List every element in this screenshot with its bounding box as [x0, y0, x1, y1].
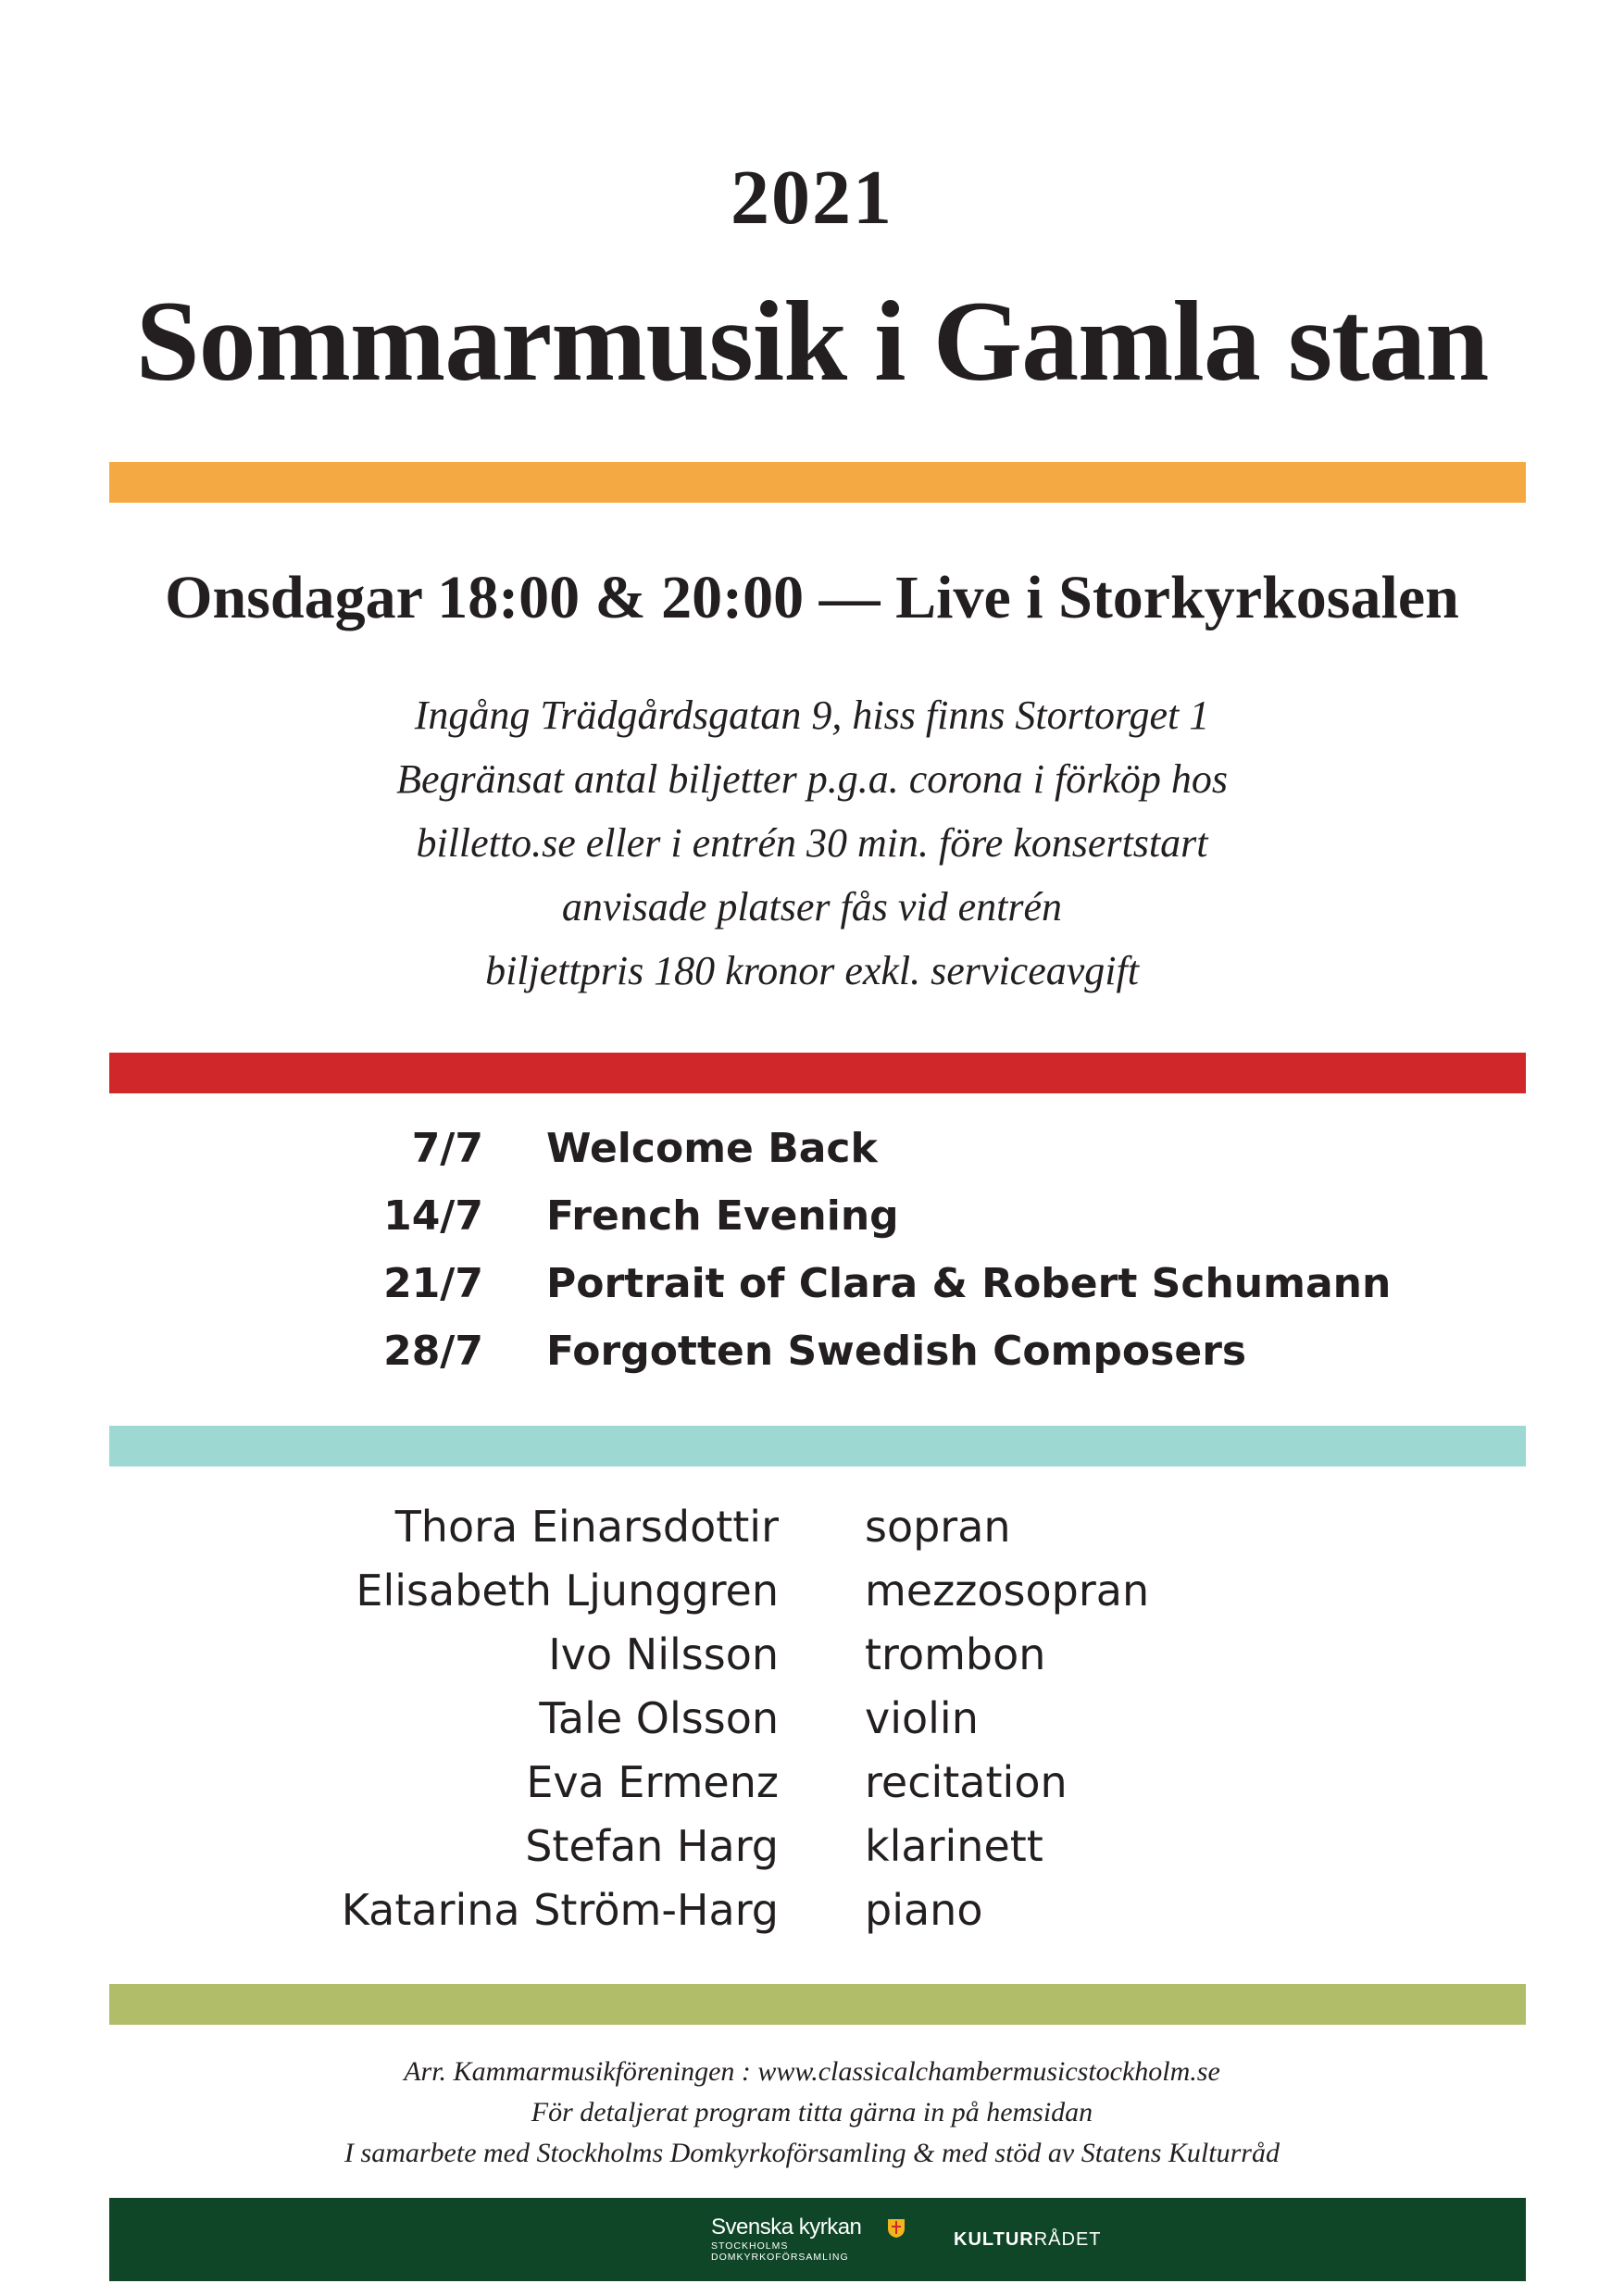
concert-date: 28/7 — [383, 1328, 483, 1375]
info-line: biljettpris 180 kronor exkl. serviceavgift — [485, 948, 1139, 993]
concert-title: French Evening — [546, 1192, 899, 1240]
svenska-kyrkan-name: Svenska kyrkan — [711, 2215, 862, 2240]
info-line: billetto.se eller i entrén 30 min. före konsertstart — [416, 820, 1208, 866]
performer-name: Katarina Ström-Harg — [341, 1885, 779, 1935]
concert-date: 21/7 — [383, 1260, 483, 1307]
sponsor-logo-band — [109, 2198, 1526, 2281]
performer-name: Stefan Harg — [525, 1821, 779, 1871]
church-crest-icon — [887, 2218, 906, 2239]
performer-name: Tale Olsson — [539, 1693, 779, 1743]
performer-name: Thora Einarsdottir — [394, 1502, 779, 1552]
svenska-kyrkan-logo — [711, 2215, 861, 2263]
concert-title: Forgotten Swedish Composers — [546, 1328, 1247, 1375]
kulturradet-bold: KULTUR — [954, 2229, 1034, 2250]
performer-instrument: piano — [865, 1885, 983, 1935]
info-line: anvisade platser fås vid entrén — [561, 884, 1063, 930]
performer-instrument: violin — [865, 1693, 979, 1743]
schedule-subtitle: Onsdagar 18:00 & 20:00 — Live i Storkyrkosalen — [165, 564, 1459, 631]
concert-date: 7/7 — [411, 1125, 483, 1172]
performer-instrument: recitation — [865, 1757, 1068, 1807]
concert-row — [0, 1192, 1624, 1260]
page-title: Sommarmusik i Gamla stan — [135, 278, 1489, 405]
concert-title: Welcome Back — [546, 1125, 878, 1172]
ticket-info — [0, 683, 1624, 1003]
red-divider — [109, 1053, 1526, 1093]
performer-row — [0, 1757, 1624, 1822]
performer-instrument: sopran — [865, 1502, 1011, 1552]
olive-divider — [109, 1984, 1526, 2025]
performer-name: Eva Ermenz — [526, 1757, 779, 1807]
orange-divider — [109, 462, 1526, 503]
concert-row — [0, 1125, 1624, 1192]
performer-instrument: klarinett — [865, 1821, 1043, 1871]
performer-row — [0, 1821, 1624, 1886]
footer-line: Arr. Kammarmusikföreningen : www.classicalchambermusicstockholm.se — [404, 2056, 1220, 2087]
concert-date: 14/7 — [383, 1192, 483, 1240]
kulturradet-rest: RÅDET — [1033, 2229, 1102, 2250]
concert-row — [0, 1328, 1624, 1395]
kulturradet-logo — [954, 2229, 1102, 2251]
performer-name: Elisabeth Ljunggren — [356, 1566, 779, 1616]
info-line: Begränsat antal biljetter p.g.a. corona i förköp hos — [396, 756, 1228, 802]
performer-instrument: trombon — [865, 1629, 1046, 1679]
performer-instrument: mezzosopran — [865, 1566, 1150, 1616]
footer-line: I samarbete med Stockholms Domkyrkoförsamling & med stöd av Statens Kulturråd — [344, 2138, 1280, 2168]
performer-row — [0, 1885, 1624, 1950]
performer-row — [0, 1566, 1624, 1630]
performer-row — [0, 1502, 1624, 1566]
year-heading: 2021 — [731, 155, 893, 241]
performer-row — [0, 1629, 1624, 1694]
performer-name: Ivo Nilsson — [548, 1629, 779, 1679]
teal-divider — [109, 1426, 1526, 1466]
performer-row — [0, 1693, 1624, 1758]
concert-title: Portrait of Clara & Robert Schumann — [546, 1260, 1392, 1307]
footer-line: För detaljerat program titta gärna in på hemsidan — [531, 2097, 1093, 2128]
svenska-kyrkan-sub1: STOCKHOLMS — [711, 2240, 789, 2252]
info-line: Ingång Trädgårdsgatan 9, hiss finns Stortorget 1 — [414, 693, 1210, 738]
svenska-kyrkan-sub2: DOMKYRKOFÖRSAMLING — [711, 2252, 849, 2263]
concert-row — [0, 1260, 1624, 1328]
footer-credits — [0, 2052, 1624, 2174]
